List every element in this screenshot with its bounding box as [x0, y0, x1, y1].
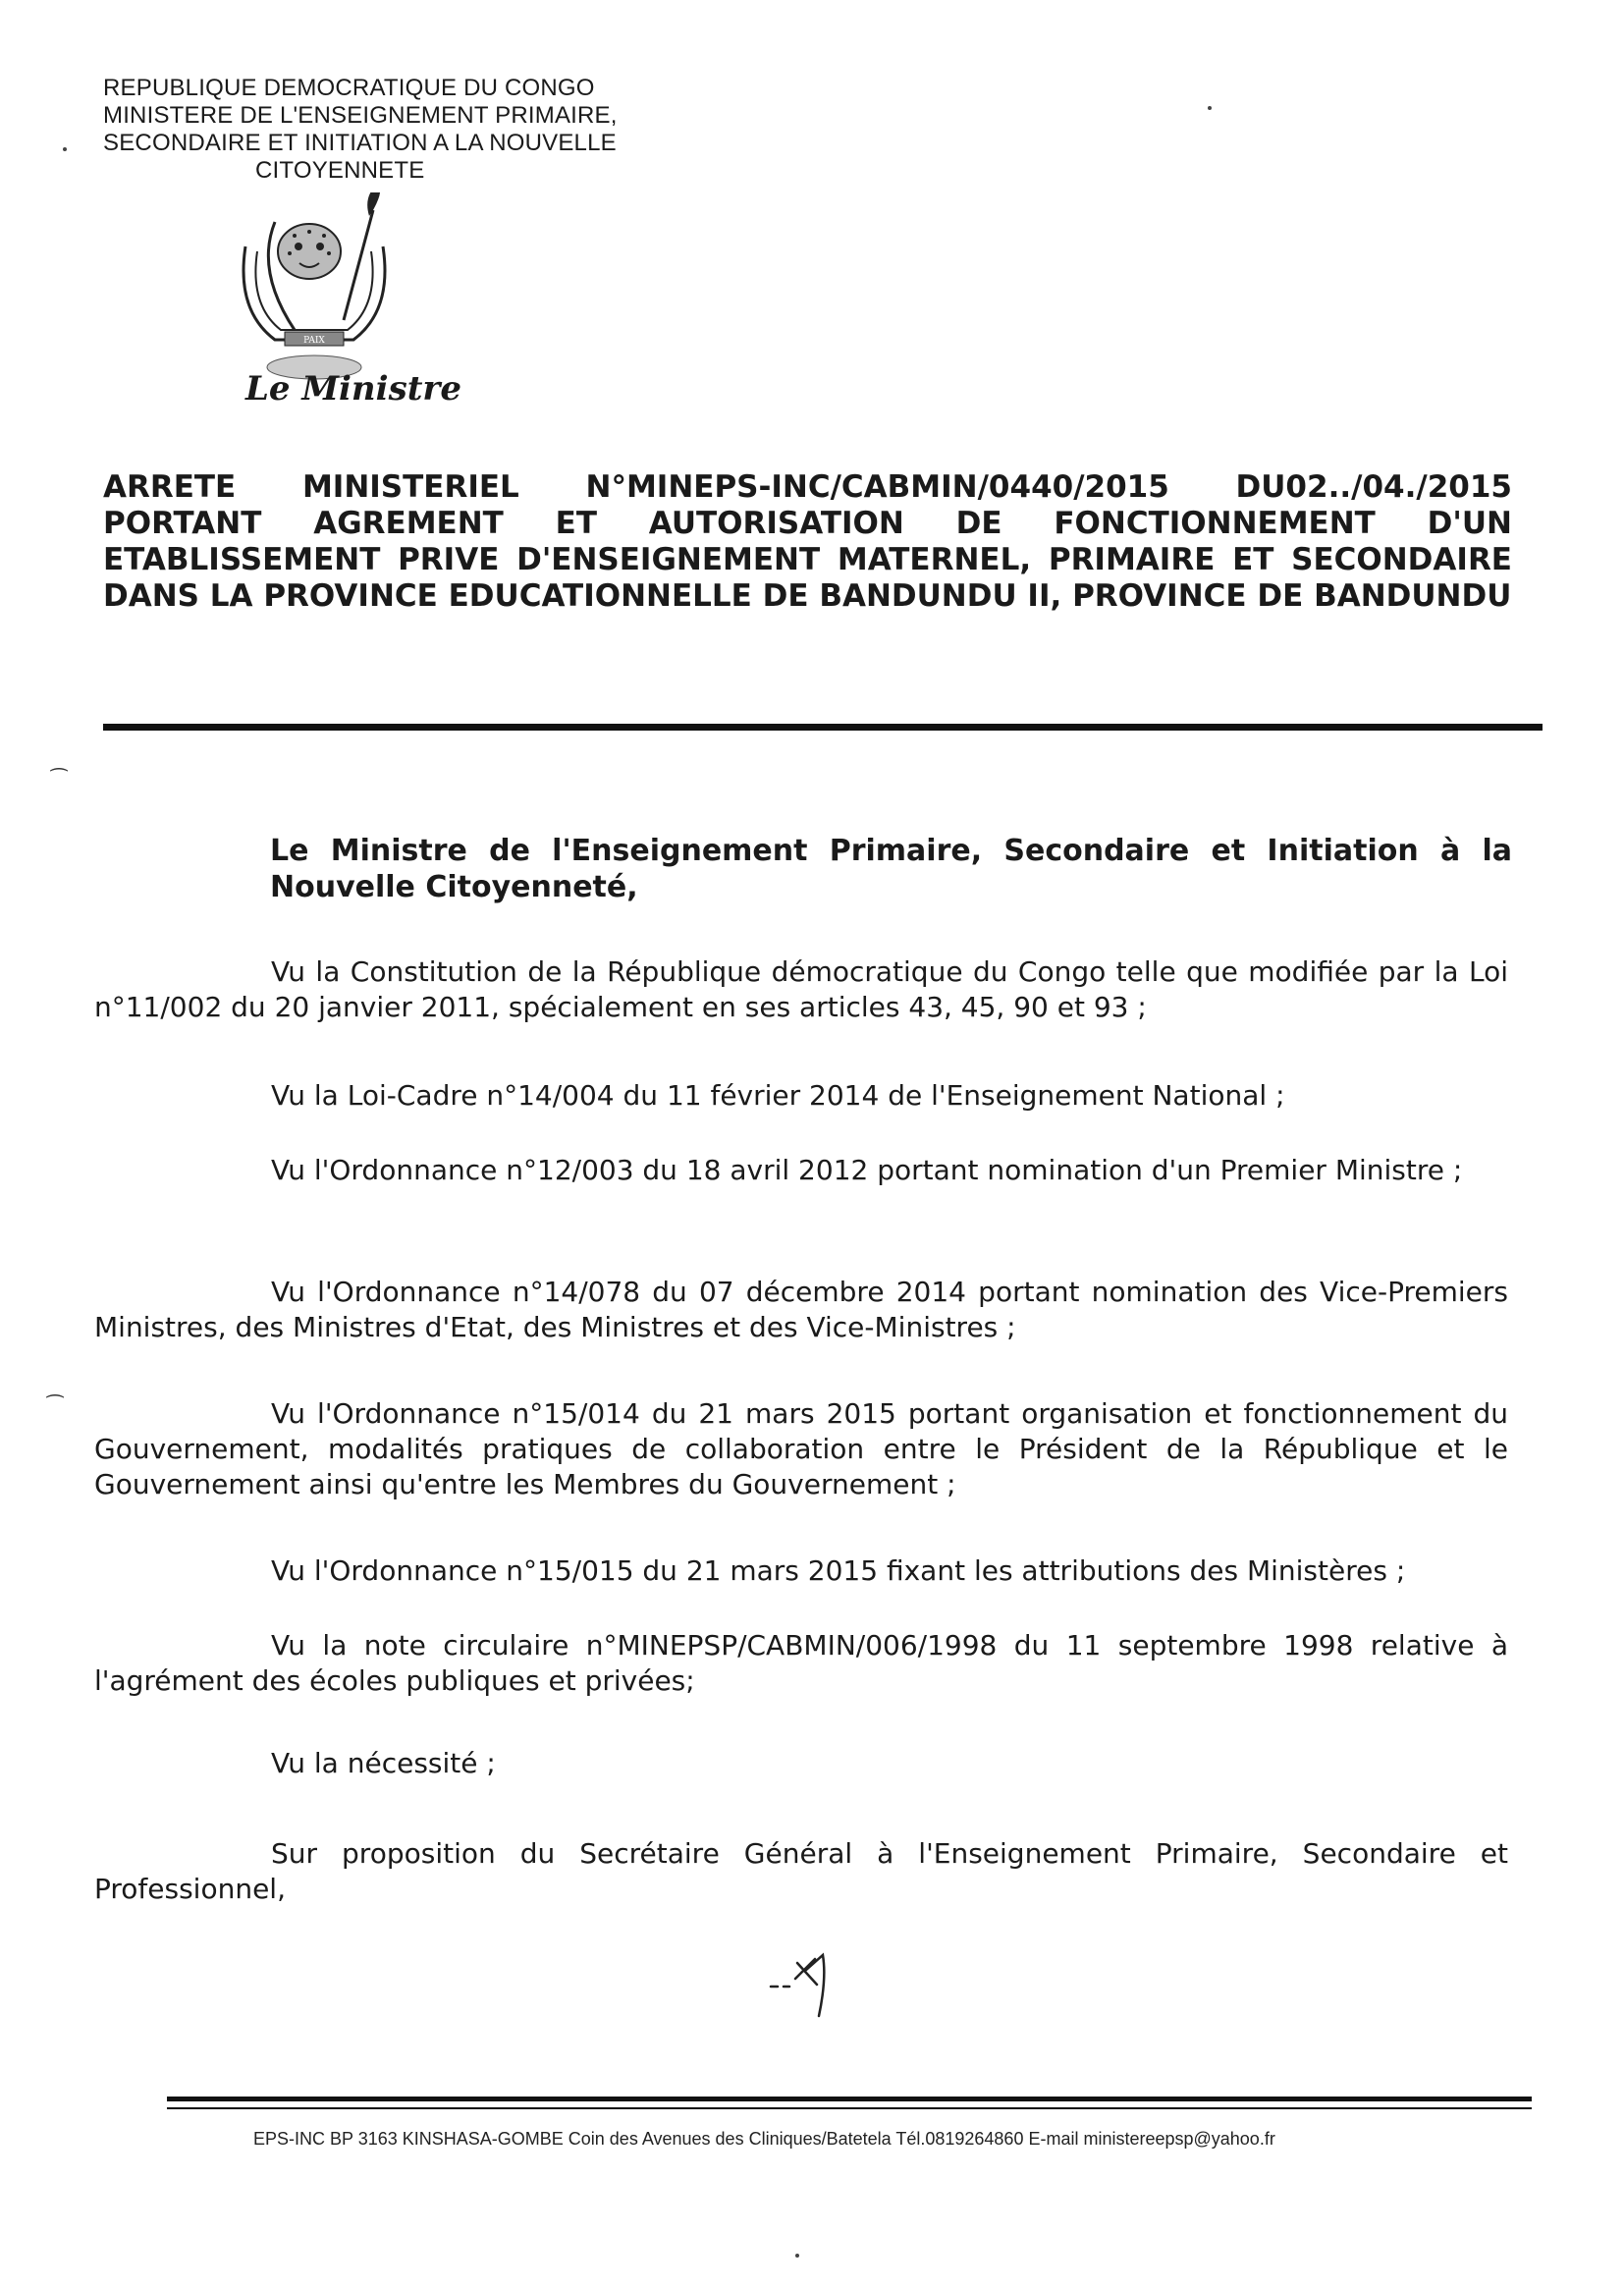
ministry-line-3: CITOYENNETE: [255, 157, 425, 184]
decree-ref-part-4: DU02../04./2015: [1235, 469, 1512, 505]
coat-of-arms-icon: [216, 192, 412, 389]
scan-speck: [795, 2254, 799, 2258]
margin-mark: ⁀: [51, 768, 68, 791]
recital-ordonnance-12-003: Vu l'Ordonnance n°12/003 du 18 avril 2012 portant nomination d'un Premier Ministre ;: [271, 1154, 1463, 1186]
recital-proposition: Sur proposition du Secrétaire Général à l'Enseignement Primaire, Secondaire et Professionnel,: [94, 1837, 1508, 1905]
footer-divider-thin: [167, 2107, 1532, 2109]
footer-divider-thick: [167, 2097, 1532, 2101]
decree-ref-part-3: N°MINEPS-INC/CABMIN/0440/2015: [585, 469, 1169, 505]
scan-speck: [1208, 106, 1212, 110]
continuation-mark-icon: [766, 1949, 844, 2018]
recital-constitution: Vu la Constitution de la République démocratique du Congo telle que modifiée par la Loi n°11/002 du 20 janvier 2011, spécialement en ses articles 43, 45, 90 et 93 ;: [94, 955, 1508, 1023]
header-divider: [103, 724, 1543, 731]
letterhead: [103, 75, 692, 185]
decree-title: [103, 469, 1512, 615]
recital-loi-cadre: Vu la Loi-Cadre n°14/004 du 11 février 2014 de l'Enseignement National ;: [271, 1079, 1285, 1112]
recital-ordonnance-15-014: Vu l'Ordonnance n°15/014 du 21 mars 2015 portant organisation et fonctionnement du Gouvernement, modalités pratiques de collaboration entre le Président de la République et le Gouvernement ainsi qu'entre les Membres du Gouvernement ;: [94, 1397, 1508, 1500]
scan-speck: [63, 147, 67, 151]
decree-reference: [103, 469, 1512, 506]
recital-note-circulaire: Vu la note circulaire n°MINEPSP/CABMIN/006/1998 du 11 septembre 1998 relative à l'agrément des écoles publiques et privées;: [94, 1629, 1508, 1697]
ministry-line-2: SECONDAIRE ET INITIATION A LA NOUVELLE: [103, 130, 617, 156]
decree-ref-part-1: ARRETE: [103, 469, 237, 505]
recital-necessite: Vu la nécessité ;: [271, 1747, 496, 1779]
minister-heading: Le Ministre de l'Enseignement Primaire, Secondaire et Initiation à la Nouvelle Citoyenneté,: [270, 834, 1512, 904]
margin-mark: ⁀: [47, 1394, 64, 1418]
svg-text:PAIX: PAIX: [303, 336, 325, 346]
recital-ordonnance-15-015: Vu l'Ordonnance n°15/015 du 21 mars 2015 fixant les attributions des Ministères ;: [271, 1554, 1406, 1587]
ministry-line-1: MINISTERE DE L'ENSEIGNEMENT PRIMAIRE,: [103, 102, 618, 129]
recital-ordonnance-14-078: Vu l'Ordonnance n°14/078 du 07 décembre 2014 portant nomination des Vice-Premiers Ministres, des Ministres d'Etat, des Ministres et des Vice-Ministres ;: [94, 1276, 1508, 1343]
country-name: REPUBLIQUE DEMOCRATIQUE DU CONGO: [103, 75, 595, 101]
footer-contact: EPS-INC BP 3163 KINSHASA-GOMBE Coin des Avenues des Cliniques/Batetela Tél.0819264860 E-mail ministereepsp@yahoo.fr: [253, 2129, 1275, 2149]
signatory-title: Le Ministre: [245, 369, 461, 409]
decree-subject: PORTANT AGREMENT ET AUTORISATION DE FONCTIONNEMENT D'UN ETABLISSEMENT PRIVE D'ENSEIGNEMENT MATERNEL, PRIMAIRE ET SECONDAIRE DANS LA PROVINCE EDUCATIONNELLE DE BANDUNDU II, PROVINCE DE BANDUNDU: [103, 506, 1512, 614]
decree-ref-part-2: MINISTERIEL: [301, 469, 519, 505]
